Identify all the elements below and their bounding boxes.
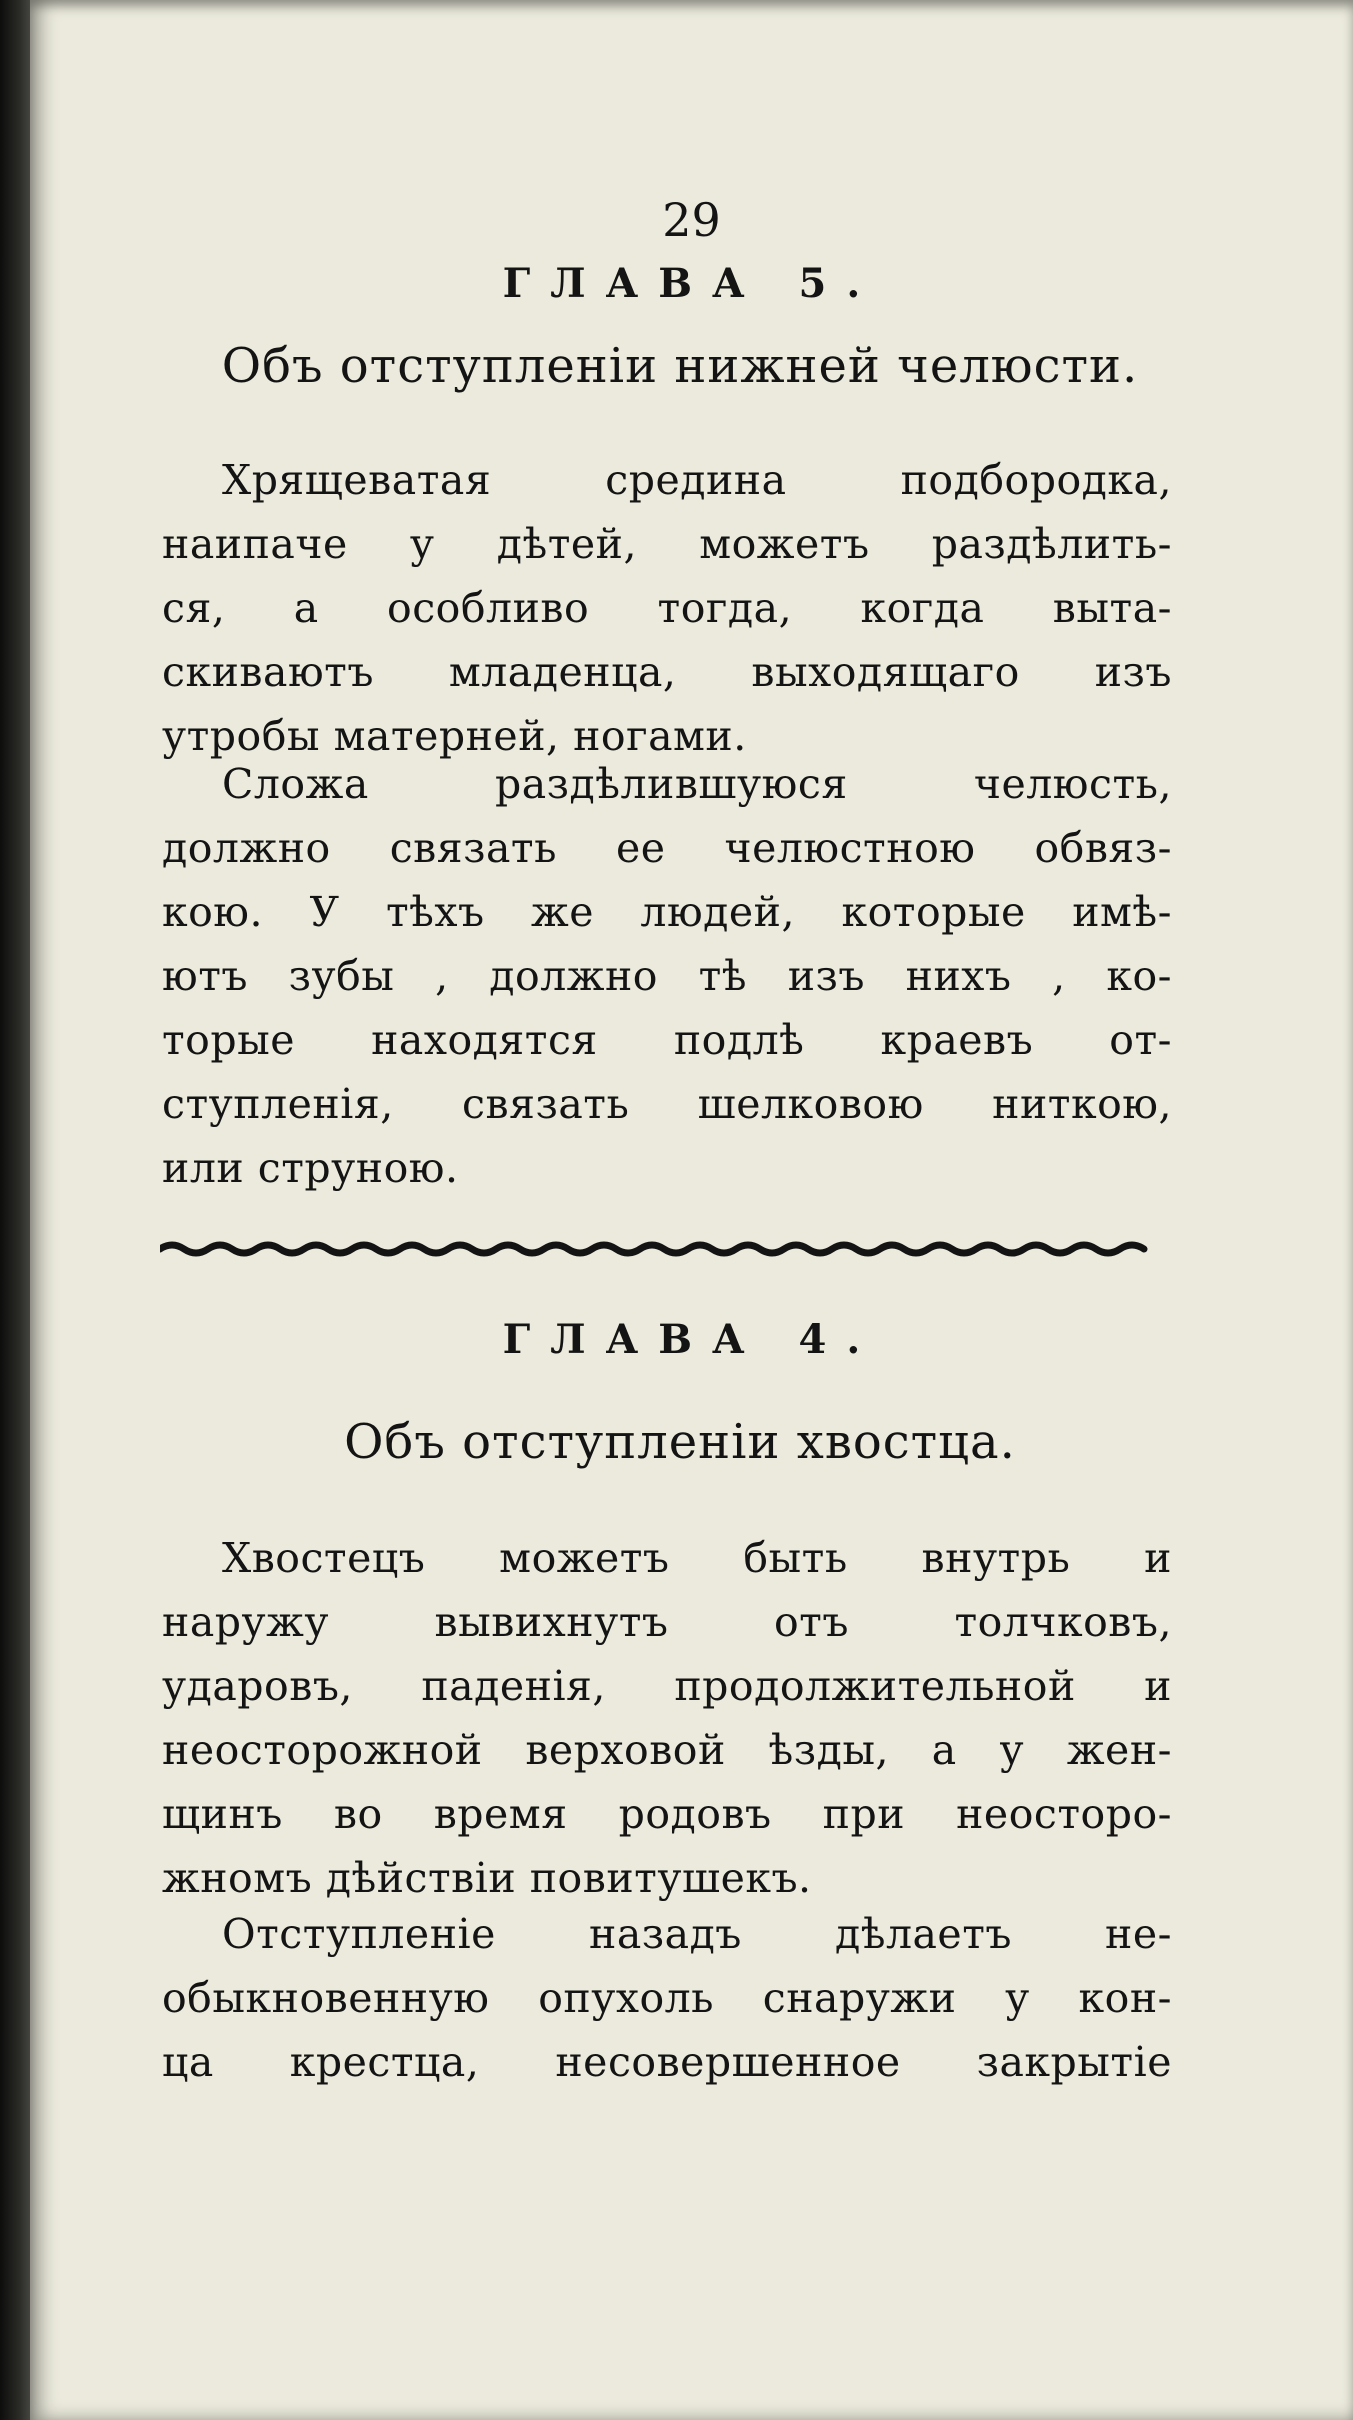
text-line: Хрящеватая средина подбородка, [222,456,1172,504]
paragraph [162,752,1172,1200]
text-line: неосторожной верховой ѣзды, а у жен- [162,1726,1172,1774]
text-line: ся, а особливо тогда, когда выта- [162,584,1172,632]
text-line: должно связать ее челюстною обвяз- [162,824,1172,872]
chapter-title: Объ отступленіи хвостца. [344,1414,1016,1470]
text-line: наружу вывихнутъ отъ толчковъ, [162,1598,1172,1646]
text-line: кою. У тѣхъ же людей, которые имѣ- [162,888,1172,936]
text-line: Отступленіе назадъ дѣлаетъ не- [222,1910,1172,1958]
text-line: скиваютъ младенца, выходящаго изъ [162,648,1172,696]
text-line: или струною. [162,1144,459,1192]
paragraph [162,1526,1172,1910]
text-line: наипаче у дѣтей, можетъ раздѣлить- [162,520,1172,568]
text-line: торые находятся подлѣ краевъ от- [162,1016,1172,1064]
text-line: Хвостецъ можетъ быть внутрь и [222,1534,1172,1582]
page-number: 29 [662,193,721,247]
ornamental-divider [160,1237,1152,1261]
text-line: ютъ зубы , должно тѣ изъ нихъ , ко- [162,952,1172,1000]
book-page [30,0,1353,2420]
text-line: утробы матерней, ногами. [162,712,747,760]
text-line: ударовъ, паденія, продолжительной и [162,1662,1172,1710]
text-line: жномъ дѣйствіи повитушекъ. [162,1854,812,1902]
text-line: Сложа раздѣлившуюся челюсть, [222,760,1172,808]
paragraph [162,1902,1172,2094]
paragraph [162,448,1172,768]
text-line: щинъ во время родовъ при неосторо- [162,1790,1172,1838]
chapter-title: Объ отступленіи нижней челюсти. [221,338,1139,394]
text-line: обыкновенную опухоль снаружи у кон- [162,1974,1172,2022]
text-line: ступленія, связать шелковою ниткою, [162,1080,1172,1128]
chapter-label: ГЛАВА 4. [502,1316,881,1363]
text-line: ца крестца, несовершенное закрытіе [162,2038,1172,2086]
book-binding [0,0,32,2420]
chapter-label: ГЛАВА 5. [502,260,881,307]
